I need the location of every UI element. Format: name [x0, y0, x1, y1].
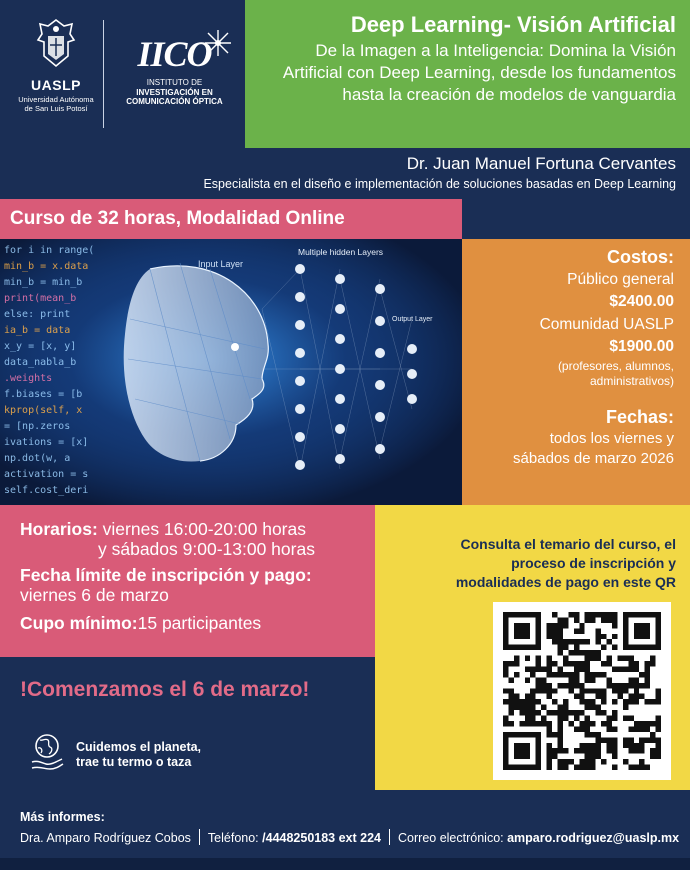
starburst-icon [203, 28, 233, 58]
uaslp-fullname: Universidad Autónoma de San Luis Potosí [18, 95, 94, 113]
course-banner: Curso de 32 horas, Modalidad Online [0, 199, 462, 239]
contact-name: Dra. Amparo Rodríguez Cobos [20, 831, 191, 845]
svg-text:x_y = [x, y]: x_y = [x, y] [4, 341, 77, 352]
hours-label: Horarios: [20, 519, 98, 539]
svg-text:ia_b = data: ia_b = data [4, 325, 71, 336]
main-title: Deep Learning- Visión Artificial [350, 12, 676, 37]
separator [389, 829, 390, 845]
qr-code[interactable] [493, 602, 671, 780]
email-label: Correo electrónico: [398, 831, 508, 845]
uaslp-logo [16, 18, 96, 130]
costs-general-label: Público general [567, 271, 674, 288]
svg-text:self.cost_deri: self.cost_deri [4, 485, 89, 496]
title-panel [245, 0, 690, 148]
iico-mark: IICO [137, 34, 212, 74]
deadline-label: Fecha límite de inscripción y pago: [20, 565, 312, 585]
quota-value: 15 participantes [137, 613, 262, 633]
costs-community-note: (profesores, alumnos, administrativos) [557, 359, 674, 388]
quota-label: Cupo mínimo: [20, 613, 138, 633]
svg-text:for i in range(: for i in range( [4, 245, 95, 256]
dates-heading: Fechas: [605, 407, 674, 427]
logo-divider [103, 20, 104, 128]
svg-text:kprop(self, x: kprop(self, x [4, 405, 83, 416]
start-announcement: !Comenzamos el 6 de marzo! [20, 678, 310, 701]
svg-text:.weights: .weights [4, 373, 53, 384]
schedule-panel [0, 505, 375, 657]
qr-panel [375, 505, 690, 790]
svg-text:print(mean_b: print(mean_b [4, 293, 77, 304]
eco-line2: trae tu termo o taza [76, 755, 192, 769]
svg-text:min_b = min_b: min_b = min_b [4, 277, 83, 288]
costs-community-label: Comunidad UASLP [539, 316, 674, 333]
instructor-name: Dr. Juan Manuel Fortuna Cervantes [406, 154, 676, 173]
iico-line3: COMUNICACIÓN ÓPTICA [126, 97, 223, 106]
hours-value-2: y sábados 9:00-13:00 horas [98, 539, 315, 559]
uaslp-name: UASLP [31, 77, 81, 93]
iico-subtitle [112, 78, 237, 107]
instructor-block [116, 153, 676, 193]
phone-link[interactable]: /4448250183 ext 224 [262, 831, 382, 845]
costs-general-price: $2400.00 [609, 293, 674, 310]
quota-line [20, 613, 375, 633]
svg-text:np.dot(w, a: np.dot(w, a [4, 453, 71, 464]
subtitle: De la Imagen a la Inteligencia: Domina la Visión Artificial con Deep Learning, desde los fundamentos hasta la creación de modelos de vanguardia [282, 41, 676, 104]
svg-text:f.biases = [b: f.biases = [b [4, 389, 83, 400]
footer-bottom-bar [0, 858, 690, 870]
costs-community-price: $1900.00 [609, 338, 674, 355]
globe-hand-icon [30, 732, 64, 772]
iico-line2: INVESTIGACIÓN EN [136, 87, 213, 97]
qr-text: Consulta el temario del curso, el proceso de inscripción y modalidades de pago en este QR [455, 536, 676, 590]
hours-line1 [20, 519, 375, 539]
iico-logo [112, 34, 237, 124]
hours-value-1: viernes 16:00-20:00 horas [97, 519, 306, 539]
hero-image [0, 239, 462, 505]
uaslp-crest-icon [34, 18, 78, 68]
qr-code-icon[interactable] [503, 612, 661, 770]
deadline-value: viernes 6 de marzo [20, 585, 169, 605]
email-link[interactable]: amparo.rodriguez@uaslp.mx [507, 831, 680, 845]
costs-heading: Costos: [607, 247, 674, 267]
instructor-role: Especialista en el diseño e implementación de soluciones basadas en Deep Learning [203, 177, 676, 191]
footer-title: Más informes: [20, 810, 105, 824]
eco-line1: Cuidemos el planeta, [76, 740, 202, 754]
costs-panel [462, 239, 690, 505]
iico-line1: INSTITUTO DE [146, 78, 203, 87]
dates-text: todos los viernes y sábados de marzo 2026 [513, 430, 674, 467]
hero-label-hidden: Multiple hidden Layers [298, 247, 384, 257]
svg-text:ivations = [x]: ivations = [x] [4, 437, 89, 448]
svg-text:min_b = x.data: min_b = x.data [4, 261, 89, 272]
footer-contact-line [20, 828, 690, 848]
eco-text [76, 740, 276, 770]
hero-label-input: Input Layer [198, 259, 244, 269]
svg-text:= [np.zeros: = [np.zeros [4, 421, 71, 432]
separator [199, 829, 200, 845]
svg-text:else: print: else: print [4, 309, 71, 320]
ai-head-illustration [0, 239, 462, 505]
svg-text:data_nabla_b: data_nabla_b [4, 357, 77, 368]
svg-text:activation = s: activation = s [4, 469, 89, 480]
hero-label-output: Output Layer [392, 316, 433, 323]
phone-label: Teléfono: [207, 831, 263, 845]
